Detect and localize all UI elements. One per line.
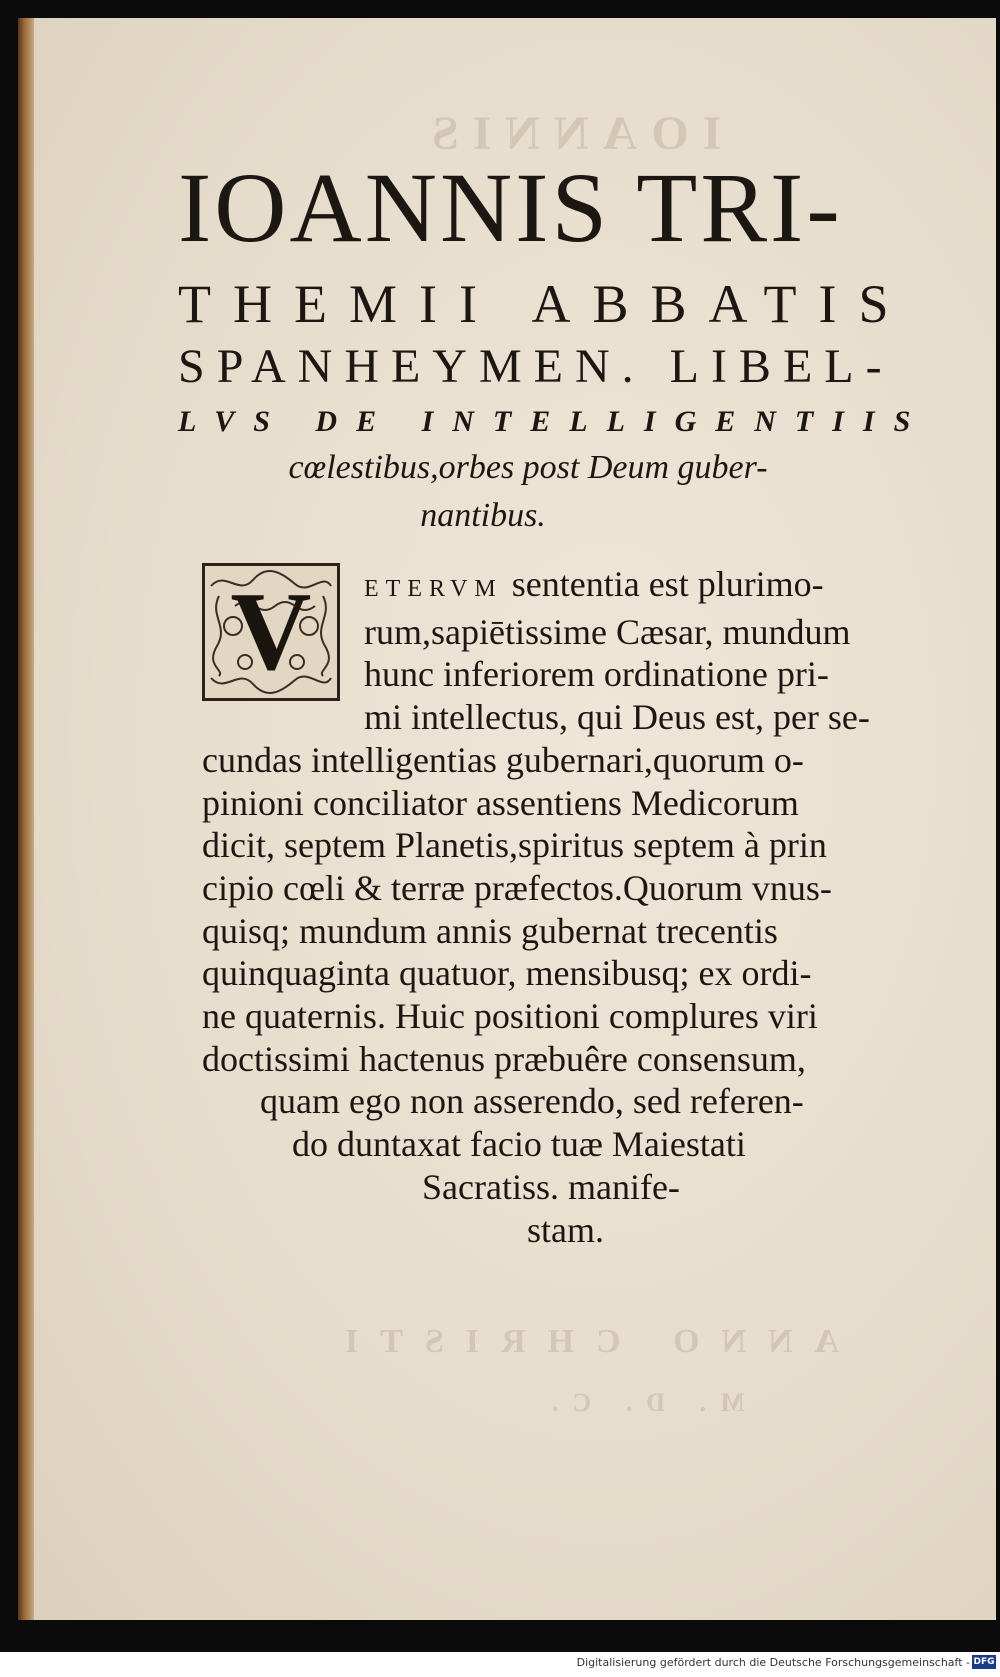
dropcap-letter: V	[230, 570, 312, 694]
text-line: doctissimi hactenus præbuêre consensum,	[202, 1038, 806, 1079]
title-line-6: nantibus.	[420, 497, 546, 534]
text-line: Sacratiss. manife-	[422, 1166, 680, 1207]
title-line-5: cœlestibus,orbes post Deum guber-	[288, 449, 768, 486]
text-line: ne quaternis. Huic positioni complures viri	[202, 996, 818, 1037]
footer-credit: Digitalisierung gefördert durch die Deutsche Forschungsgemeinschaft -	[576, 1656, 970, 1669]
text-line: do duntaxat facio tuæ Maiestati	[292, 1124, 746, 1165]
decorated-initial	[202, 563, 340, 701]
opening-small-caps: ETERVM	[364, 576, 503, 602]
title-block	[178, 152, 938, 538]
text-line: pinioni conciliator assentiens Medicorum	[202, 782, 799, 823]
text-line: stam.	[527, 1209, 604, 1250]
text-line: cipio cœli & terræ præfectos.Quorum vnus-	[202, 867, 832, 908]
text-line: hunc inferiorem ordinatione pri-	[364, 654, 829, 695]
text-line-content: sententia est plurimo-	[511, 564, 824, 604]
text-line: dicit, septem Planetis,spiritus septem à prin	[202, 825, 827, 866]
title-line-4: LVS DE INTELLIGENTIIS	[178, 405, 930, 438]
text-line: mi intellectus, qui Deus est, per se-	[364, 697, 870, 738]
show-through-bottom-2: M. D. C.	[538, 1388, 745, 1417]
text-line: quinquaginta quatuor, mensibusq; ex ordi-	[202, 953, 812, 994]
book-page	[18, 18, 996, 1620]
text-line: quam ego non asserendo, sed referen-	[260, 1081, 804, 1122]
title-line-2: THEMII ABBATIS	[178, 274, 911, 334]
binding-edge	[18, 18, 34, 1620]
text-line: rum,sapiētissime Cæsar, mundum	[364, 611, 851, 652]
title-line-3: SPANHEYMEN. LIBEL-	[178, 340, 894, 393]
text-line: quisq; mundum annis gubernat trecentis	[202, 910, 778, 951]
show-through-top: IOANNIS	[418, 107, 722, 160]
dfg-logo: DFG	[973, 1657, 995, 1667]
title-line-1: IOANNIS TRI-	[178, 152, 843, 263]
text-line: cundas intelligentias gubernari,quorum o-	[202, 739, 804, 780]
show-through-bottom: ANNO CHRISTI	[323, 1323, 840, 1360]
footer-strip	[0, 1652, 1000, 1677]
body-text	[202, 563, 950, 1251]
